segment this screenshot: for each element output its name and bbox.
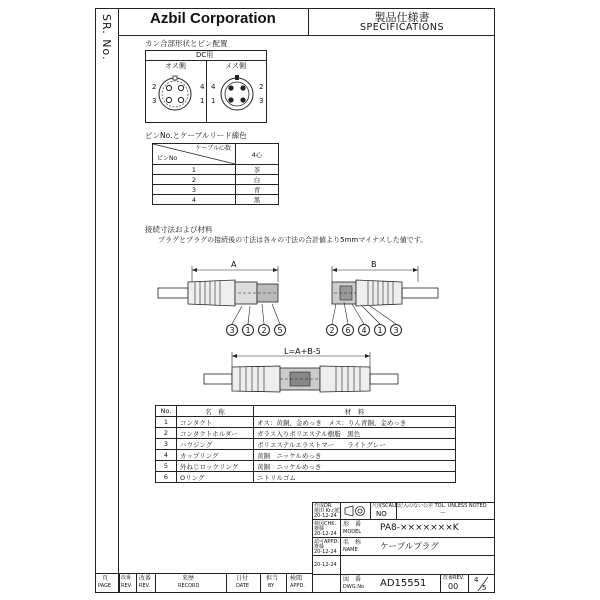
sr-no-column (95, 8, 119, 593)
table-row (153, 195, 279, 205)
part-name: 外ねじロックリング (177, 461, 254, 472)
page-col-jp: 頁 (102, 575, 109, 582)
female-pin-2: 2 (259, 83, 264, 91)
dimensions-note: プラグとプラグの接続後の寸法は各々の寸法の合計値より5mmマイナスした値です。 (158, 236, 428, 244)
head-value: 4心 (236, 144, 279, 165)
head-pin: ピンNo (157, 155, 178, 162)
male-pin-2: 2 (152, 83, 157, 91)
rev-vline (136, 573, 137, 593)
pin-layout-title: カン合部形状とピン配置 (145, 39, 228, 48)
part-name: ハウジング (177, 439, 254, 450)
tolerance-label: 記入のない公差 TOL. UNLESS NOTED (398, 503, 487, 509)
callout-circle: 1 (242, 324, 254, 336)
by-col-jp: 担当 (266, 575, 279, 582)
pin-number: 2 (153, 175, 236, 185)
tb-vline (468, 574, 469, 593)
revision-row-line (95, 573, 312, 574)
part-material: オス：黄銅、金めっき メス：りん青銅、金めっき (254, 417, 456, 428)
male-label: オス側 (165, 62, 186, 70)
rev-vline (155, 573, 156, 593)
rev-col-en: REV. (121, 583, 132, 589)
female-label: メス側 (225, 62, 246, 70)
callout-circle: 1 (374, 324, 386, 336)
part-name: カップリング (177, 450, 254, 461)
head-material: 材 料 (254, 406, 456, 417)
cable-color-table (152, 143, 279, 205)
scale-label: 尺度SCALE (372, 503, 399, 509)
name-label: 名 称 (343, 539, 362, 546)
table-row (156, 450, 456, 461)
by-col-en: BY (268, 583, 275, 589)
table-row (156, 439, 456, 450)
rev-col-jp: 改番 (121, 575, 132, 581)
head-no: No. (156, 406, 177, 417)
part-name: Oリング (177, 472, 254, 483)
rev-vline (260, 573, 261, 593)
drawn-sub: 蓮田 Kr.(蓮) (314, 508, 341, 514)
page-col-en: PAGE (98, 583, 112, 589)
table-row (153, 165, 279, 175)
part-no: 4 (156, 450, 177, 461)
part-no: 2 (156, 428, 177, 439)
callout-circle: 2 (326, 324, 338, 336)
release-date: 20-12-24 (314, 562, 337, 568)
drawn-date: 20-12-24 (314, 513, 337, 519)
part-name: コンタクト (177, 417, 254, 428)
date-col-en: DATE (236, 583, 250, 589)
part-no: 5 (156, 461, 177, 472)
cable-table-title: ピンNo.とケーブルリード線色 (145, 131, 247, 140)
model-value: PA8-×××××××K (380, 523, 459, 533)
table-row (156, 472, 456, 483)
callout-circle: 4 (358, 324, 370, 336)
projection-symbol-icon (343, 505, 367, 517)
callout-circle: 6 (342, 324, 354, 336)
plug-drawing-b (332, 266, 438, 324)
sr-no-label: SR. No. (100, 14, 113, 61)
date-col-jp: 日付 (236, 575, 249, 582)
model-label: 形 番 (343, 521, 362, 528)
scale-value: NO (376, 510, 387, 518)
male-pin-1: 1 (200, 97, 205, 105)
dwg-label-en: DWG.No (343, 584, 365, 590)
table-row (156, 461, 456, 472)
head-name: 名 称 (177, 406, 254, 417)
assembly-drawing (204, 352, 398, 392)
rev2-col-en: REV. (139, 583, 150, 589)
male-connector-face (159, 76, 191, 110)
dimensions-title: 接続寸法および材料 (145, 225, 213, 234)
part-material: ガラス入りポリエステル樹脂 黒色 (254, 428, 456, 439)
dc-label: DC用 (196, 51, 214, 59)
lead-color: 青 (236, 185, 279, 195)
cable-table-corner (153, 144, 236, 165)
lead-color: 白 (236, 175, 279, 185)
check-date: 20-12-24 (314, 531, 337, 537)
spec-title-en: SPECIFICATIONS (359, 22, 445, 33)
drawing-number: AD15551 (380, 578, 427, 589)
header-divider (308, 8, 309, 36)
tb-vline (370, 502, 371, 520)
callout-circle: 3 (390, 324, 402, 336)
part-no: 6 (156, 472, 177, 483)
rev2-col-jp: 改番 (139, 575, 152, 582)
spec-title-jp: 製品仕様書 (374, 11, 430, 24)
table-row (156, 428, 456, 439)
rev-value: 00 (448, 582, 459, 591)
approve-date: 20-12-24 (314, 549, 337, 555)
male-pin-4: 4 (200, 83, 205, 91)
company-name: Azbil Corporation (150, 10, 276, 27)
appd-col-en: APPD. (290, 583, 305, 589)
part-no: 1 (156, 417, 177, 428)
approve-label: 認可APPD. (314, 539, 339, 545)
rev-vline (226, 573, 227, 593)
part-material: ポリエステルエラストマー ライトグレー (254, 439, 456, 450)
dimension-total-label: L=A+B-5 (284, 347, 321, 356)
head-cores: ケーブル心数 (195, 145, 231, 152)
page-number: 4 (474, 576, 479, 584)
female-connector-face (221, 75, 253, 110)
page-divider (470, 576, 494, 592)
part-material: 黄銅 ニッケルめっき (254, 461, 456, 472)
pin-number: 3 (153, 185, 236, 195)
female-pin-1: 1 (211, 97, 216, 105)
check-label: 検図CHK. (314, 521, 337, 527)
appd-col-jp: 検閲 (290, 575, 303, 582)
name-value: ケーブルプラグ (380, 542, 439, 552)
page-total: 5 (482, 584, 487, 592)
tb-vline (440, 574, 441, 593)
name-label-en: NAME (343, 547, 358, 553)
dimension-a-label: A (231, 260, 237, 269)
lead-color: 黒 (236, 195, 279, 205)
check-sub: 齋藤 (314, 526, 325, 532)
dimension-b-label: B (371, 260, 377, 269)
callout-circle: 5 (274, 324, 286, 336)
rev-vline (119, 573, 120, 593)
model-label-en: MODEL (343, 529, 362, 535)
pin-layout-drawing (145, 70, 267, 122)
materials-table (155, 405, 456, 483)
pin-number: 1 (153, 165, 236, 175)
callout-circle: 2 (258, 324, 270, 336)
table-row (153, 185, 279, 195)
female-pin-3: 3 (259, 97, 264, 105)
table-row (153, 175, 279, 185)
part-material: ニトリルゴム (254, 472, 456, 483)
dwg-label: 図 番 (343, 576, 362, 583)
part-material: 黄銅 ニッケルめっき (254, 450, 456, 461)
rev-label: 改番REV. (443, 575, 464, 581)
rev-vline (286, 573, 287, 593)
approve-sub: 齋藤 (314, 544, 325, 550)
lead-color: 茶 (236, 165, 279, 175)
record-col-en: RECORD (178, 583, 200, 589)
record-col-jp: 来歴 (182, 575, 195, 582)
connector-drawings (140, 252, 490, 402)
tb-vline (340, 502, 341, 593)
tolerance-value: ～ (440, 510, 447, 517)
drawn-label: 作成DR. (314, 503, 333, 509)
table-row (156, 417, 456, 428)
male-pin-3: 3 (152, 97, 157, 105)
plug-drawing-a (158, 266, 280, 324)
part-name: コンタクトホルダー (177, 428, 254, 439)
callout-circle: 3 (226, 324, 238, 336)
female-pin-4: 4 (211, 83, 216, 91)
pin-number: 4 (153, 195, 236, 205)
part-no: 3 (156, 439, 177, 450)
